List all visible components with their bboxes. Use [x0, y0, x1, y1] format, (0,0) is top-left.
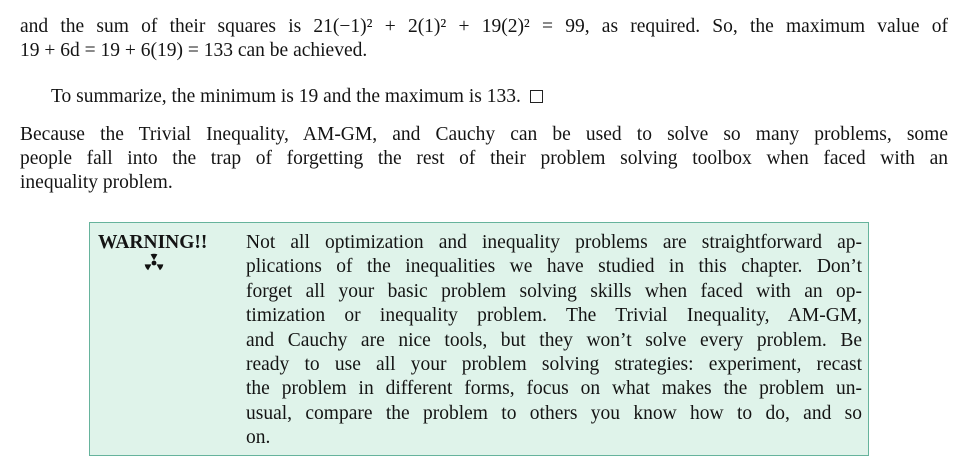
paragraph-line: and the sum of their squares is 21(−1)² + 2(1)² + 19(2)² = 99, as required. So, the maximum value of [20, 16, 948, 37]
paragraph-trap [20, 123, 948, 195]
radiation-hazard-icon [142, 251, 166, 275]
warning-label: WARNING!! [98, 232, 208, 253]
warning-line: Not all optimization and inequality problems are straightforward ap- [246, 232, 862, 253]
warning-text [246, 231, 862, 451]
paragraph-maximum-check [20, 15, 948, 63]
warning-line: ready to use all your problem solving strategies: experiment, recast [246, 354, 862, 376]
warning-line: usual, compare the problem to others you know how to do, and so [246, 402, 862, 424]
paragraph-line: inequality problem. [20, 172, 173, 193]
warning-line: timization or inequality problem. The Trivial Inequality, AM-GM, [246, 305, 862, 327]
summary-text: To summarize, the minimum is 19 and the maximum is 133. [51, 86, 521, 107]
warning-box [89, 222, 869, 456]
warning-line: the problem in different forms, focus on what makes the problem un- [246, 378, 862, 400]
warning-line: and Cauchy are nice tools, but they won’t solve every problem. Be [246, 329, 862, 351]
paragraph-line: people fall into the trap of forgetting the rest of their problem solving toolbox when faced with an [20, 148, 948, 169]
qed-square-icon [530, 90, 543, 103]
paragraph-summary [51, 85, 948, 109]
warning-line: on. [246, 427, 271, 449]
warning-line: plications of the inequalities we have studied in this chapter. Don’t [246, 256, 862, 278]
paragraph-line: 19 + 6d = 19 + 6(19) = 133 can be achieved. [20, 40, 368, 61]
paragraph-line: Because the Trivial Inequality, AM-GM, and Cauchy can be used to solve so many problems, some [20, 124, 948, 145]
warning-line: forget all your basic problem solving skills when faced with an op- [246, 280, 862, 302]
